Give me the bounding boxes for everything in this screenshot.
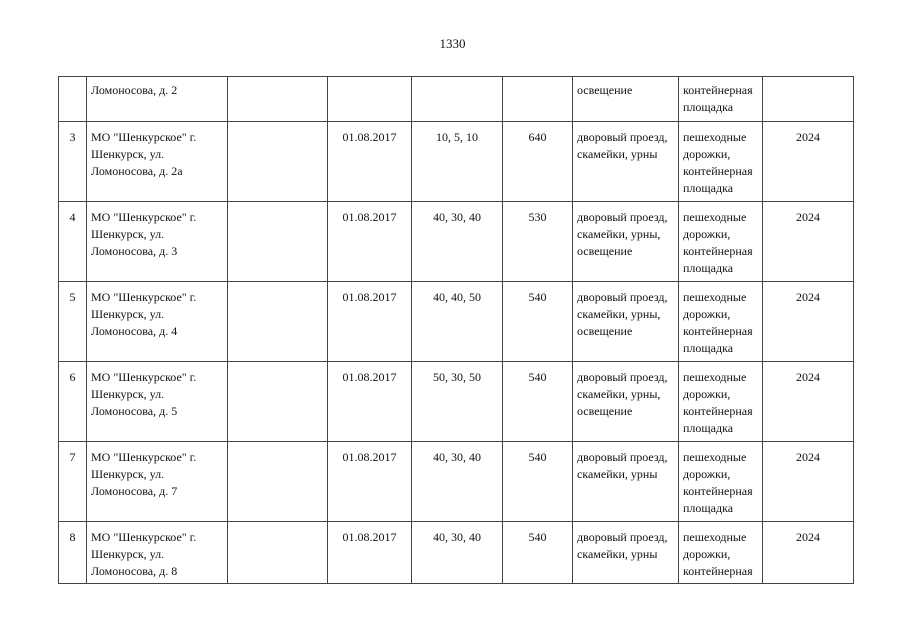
cell-areas: 10, 5, 10 [412, 122, 503, 202]
cell-areas: 40, 30, 40 [412, 522, 503, 584]
table-body [59, 77, 854, 584]
cell-number: 7 [59, 442, 87, 522]
cell-number: 5 [59, 282, 87, 362]
cell-total-area [503, 77, 573, 122]
cell-empty [228, 202, 328, 282]
cell-additional-works: пешеходные дорожки, контейнерная площадка [679, 202, 763, 282]
cell-additional-works: пешеходные дорожки, контейнерная площадка [679, 122, 763, 202]
cell-year: 2024 [763, 282, 854, 362]
cell-additional-works: пешеходные дорожки, контейнерная площадка [679, 362, 763, 442]
page-number: 1330 [439, 36, 466, 51]
cell-additional-works: пешеходные дорожки, контейнерная [679, 522, 763, 584]
table-row [59, 522, 854, 584]
cell-year: 2024 [763, 362, 854, 442]
cell-areas [412, 77, 503, 122]
table-row [59, 122, 854, 202]
cell-address: МО "Шенкурское" г. Шенкурск, ул. Ломоносова, д. 4 [87, 282, 228, 362]
table-row [59, 282, 854, 362]
cell-address: МО "Шенкурское" г. Шенкурск, ул. Ломоносова, д. 8 [87, 522, 228, 584]
cell-total-area: 540 [503, 282, 573, 362]
cell-minimal-works: освещение [573, 77, 679, 122]
cell-additional-works: контейнерная площадка [679, 77, 763, 122]
cell-minimal-works: дворовый проезд, скамейки, урны, освещение [573, 282, 679, 362]
cell-total-area: 530 [503, 202, 573, 282]
cell-number: 8 [59, 522, 87, 584]
cell-address: Ломоносова, д. 2 [87, 77, 228, 122]
cell-areas: 40, 30, 40 [412, 442, 503, 522]
cell-number: 6 [59, 362, 87, 442]
cell-total-area: 640 [503, 122, 573, 202]
cell-empty [228, 122, 328, 202]
table-row [59, 77, 854, 122]
cell-address: МО "Шенкурское" г. Шенкурск, ул. Ломоносова, д. 7 [87, 442, 228, 522]
cell-empty [228, 442, 328, 522]
cell-date: 01.08.2017 [328, 282, 412, 362]
cell-empty [228, 362, 328, 442]
table-row [59, 362, 854, 442]
cell-year [763, 77, 854, 122]
cell-additional-works: пешеходные дорожки, контейнерная площадка [679, 442, 763, 522]
cell-areas: 40, 40, 50 [412, 282, 503, 362]
cell-minimal-works: дворовый проезд, скамейки, урны [573, 122, 679, 202]
cell-year: 2024 [763, 202, 854, 282]
cell-total-area: 540 [503, 442, 573, 522]
cell-address: МО "Шенкурское" г. Шенкурск, ул. Ломоносова, д. 3 [87, 202, 228, 282]
table-row [59, 202, 854, 282]
cell-empty [228, 522, 328, 584]
cell-minimal-works: дворовый проезд, скамейки, урны, освещение [573, 202, 679, 282]
cell-date: 01.08.2017 [328, 362, 412, 442]
cell-date [328, 77, 412, 122]
cell-date: 01.08.2017 [328, 522, 412, 584]
cell-date: 01.08.2017 [328, 122, 412, 202]
cell-year: 2024 [763, 122, 854, 202]
cell-empty [228, 77, 328, 122]
cell-total-area: 540 [503, 522, 573, 584]
cell-year: 2024 [763, 522, 854, 584]
cell-additional-works: пешеходные дорожки, контейнерная площадка [679, 282, 763, 362]
cell-minimal-works: дворовый проезд, скамейки, урны [573, 522, 679, 584]
cell-address: МО "Шенкурское" г. Шенкурск, ул. Ломоносова, д. 5 [87, 362, 228, 442]
cell-number: 4 [59, 202, 87, 282]
cell-date: 01.08.2017 [328, 442, 412, 522]
cell-date: 01.08.2017 [328, 202, 412, 282]
cell-number: 3 [59, 122, 87, 202]
cell-address: МО "Шенкурское" г. Шенкурск, ул. Ломоносова, д. 2а [87, 122, 228, 202]
cell-year: 2024 [763, 442, 854, 522]
cell-empty [228, 282, 328, 362]
cell-number [59, 77, 87, 122]
table-row [59, 442, 854, 522]
cell-areas: 50, 30, 50 [412, 362, 503, 442]
cell-total-area: 540 [503, 362, 573, 442]
cell-minimal-works: дворовый проезд, скамейки, урны, освещение [573, 362, 679, 442]
cell-areas: 40, 30, 40 [412, 202, 503, 282]
cell-minimal-works: дворовый проезд, скамейки, урны [573, 442, 679, 522]
yards-registry-table [58, 76, 854, 584]
